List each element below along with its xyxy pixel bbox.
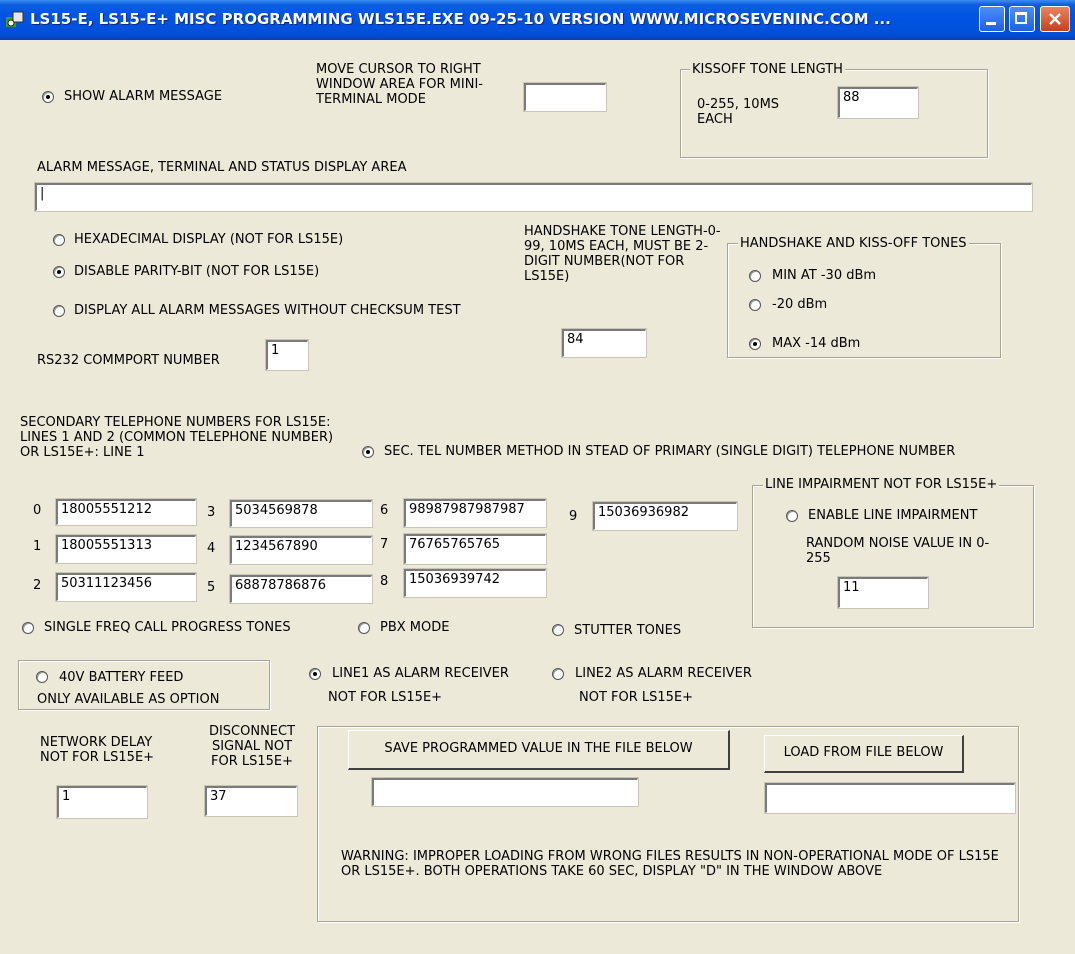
warning-text: WARNING: IMPROPER LOADING FROM WRONG FILES RESULTS IN NON-OPERATIONAL MODE OF LS15E OR LS15E+. BOTH OPERATIONS TAKE 60 SEC, DISPLAY "D" IN THE WINDOW ABOVE (341, 849, 999, 879)
battery-feed-sub: ONLY AVAILABLE AS OPTION (37, 692, 220, 707)
tel-number-2-input[interactable]: 50311123456 (56, 573, 196, 601)
handshake-tone-input[interactable]: 84 (562, 329, 646, 357)
handshake-tones-group (727, 243, 1001, 358)
digit-label-6: 6 (380, 503, 389, 518)
digit-label-1: 1 (33, 539, 42, 554)
minimize-button[interactable] (979, 6, 1005, 32)
display-all-label: DISPLAY ALL ALARM MESSAGES WITHOUT CHECKSUM TEST (74, 303, 461, 318)
alarm-message-display[interactable]: | (35, 183, 1032, 211)
line2-receiver-label: LINE2 AS ALARM RECEIVER (575, 666, 752, 681)
disconnect-signal-label: DISCONNECT SIGNAL NOT FOR LS15E+ (208, 724, 296, 769)
tel-number-5-input[interactable]: 68878786876 (230, 575, 372, 603)
max-14dbm-radio[interactable] (749, 338, 761, 350)
stutter-tones-label: STUTTER TONES (574, 623, 682, 638)
move-cursor-text: MOVE CURSOR TO RIGHT WINDOW AREA FOR MINI-TERMINAL MODE (316, 62, 483, 107)
save-to-file-button[interactable]: SAVE PROGRAMMED VALUE IN THE FILE BELOW (348, 730, 730, 770)
tel-number-0-input[interactable]: 18005551212 (56, 499, 196, 525)
tel-number-6-input[interactable]: 98987987987987 (404, 499, 546, 527)
load-from-file-button[interactable]: LOAD FROM FILE BELOW (764, 735, 964, 773)
digit-label-9: 9 (569, 509, 578, 524)
kissoff-tone-input[interactable]: 88 (838, 87, 918, 118)
line2-receiver-radio[interactable] (552, 668, 564, 680)
minus-20dbm-label: -20 dBm (772, 297, 828, 312)
close-icon (1047, 11, 1063, 27)
pbx-mode-label: PBX MODE (380, 620, 450, 635)
digit-label-0: 0 (33, 503, 42, 518)
line1-receiver-label: LINE1 AS ALARM RECEIVER (332, 666, 509, 681)
line1-receiver-radio[interactable] (309, 668, 321, 680)
battery-feed-radio[interactable] (36, 671, 48, 683)
tel-number-4-input[interactable]: 1234567890 (230, 536, 372, 564)
single-freq-label: SINGLE FREQ CALL PROGRESS TONES (44, 620, 291, 635)
rs232-label: RS232 COMMPORT NUMBER (37, 353, 220, 368)
battery-feed-label: 40V BATTERY FEED (59, 670, 184, 685)
tel-number-3-input[interactable]: 5034569878 (230, 500, 372, 527)
app-icon (4, 9, 26, 31)
line-impairment-group-label: LINE IMPAIRMENT NOT FOR LS15E+ (765, 477, 998, 492)
noise-value-label: RANDOM NOISE VALUE IN 0-255 (806, 536, 990, 566)
maximize-icon (1015, 12, 1027, 24)
line1-receiver-sub: NOT FOR LS15E+ (328, 690, 443, 705)
sec-tel-method-label: SEC. TEL NUMBER METHOD IN STEAD OF PRIMARY (SINGLE DIGIT) TELEPHONE NUMBER (384, 444, 956, 459)
stutter-tones-radio[interactable] (552, 624, 564, 636)
mini-terminal-input[interactable] (524, 83, 606, 111)
rs232-commport-input[interactable]: 1 (266, 340, 308, 370)
minimize-icon (986, 22, 996, 25)
noise-value-input[interactable]: 11 (838, 577, 928, 608)
pbx-mode-radio[interactable] (358, 622, 370, 634)
tel-number-7-input[interactable]: 76765765765 (404, 534, 546, 564)
window-title: LS15-E, LS15-E+ MISC PROGRAMMING WLS15E.EXE 09-25-10 VERSION WWW.MICROSEVENINC.COM ... (30, 10, 891, 28)
min-30dbm-label: MIN AT -30 dBm (772, 268, 877, 283)
save-file-path-input[interactable] (372, 778, 638, 806)
network-delay-input[interactable]: 1 (57, 786, 147, 818)
single-freq-radio[interactable] (22, 622, 34, 634)
tel-number-8-input[interactable]: 15036939742 (404, 569, 546, 597)
title-bar[interactable] (0, 0, 1075, 40)
close-button[interactable] (1040, 6, 1070, 32)
maximize-button[interactable] (1009, 6, 1035, 32)
network-delay-label: NETWORK DELAY NOT FOR LS15E+ (40, 735, 155, 765)
hex-display-radio[interactable] (53, 234, 65, 246)
handshake-desc: HANDSHAKE TONE LENGTH-0-99, 10MS EACH, MUST BE 2-DIGIT NUMBER(NOT FOR LS15E) (524, 224, 721, 284)
display-area-label: ALARM MESSAGE, TERMINAL AND STATUS DISPLAY AREA (37, 160, 407, 175)
enable-impairment-radio[interactable] (786, 510, 798, 522)
line2-receiver-sub: NOT FOR LS15E+ (579, 690, 694, 705)
sec-tel-method-radio[interactable] (362, 446, 374, 458)
kissoff-desc: 0-255, 10MS EACH (697, 97, 780, 127)
minus-20dbm-radio[interactable] (749, 299, 761, 311)
show-alarm-message-label: SHOW ALARM MESSAGE (64, 89, 223, 104)
digit-label-2: 2 (33, 578, 42, 593)
show-alarm-message-radio[interactable] (42, 91, 54, 103)
digit-label-5: 5 (207, 580, 216, 595)
handshake-group-label: HANDSHAKE AND KISS-OFF TONES (740, 236, 967, 251)
hex-display-label: HEXADECIMAL DISPLAY (NOT FOR LS15E) (74, 232, 344, 247)
tel-number-1-input[interactable]: 18005551313 (56, 535, 196, 563)
kissoff-group-label: KISSOFF TONE LENGTH (692, 62, 843, 77)
digit-label-4: 4 (207, 541, 216, 556)
enable-impairment-label: ENABLE LINE IMPAIRMENT (808, 508, 978, 523)
max-14dbm-label: MAX -14 dBm (772, 336, 861, 351)
disable-parity-label: DISABLE PARITY-BIT (NOT FOR LS15E) (74, 264, 320, 279)
digit-label-3: 3 (207, 505, 216, 520)
display-all-radio[interactable] (53, 305, 65, 317)
disable-parity-radio[interactable] (53, 266, 65, 278)
disconnect-signal-input[interactable]: 37 (205, 786, 297, 816)
tel-number-9-input[interactable]: 15036936982 (593, 502, 737, 530)
secondary-desc: SECONDARY TELEPHONE NUMBERS FOR LS15E: LINES 1 AND 2 (COMMON TELEPHONE NUMBER) OR LS15E+: LINE 1 (20, 415, 334, 460)
load-file-path-input[interactable] (765, 783, 1015, 813)
digit-label-8: 8 (380, 574, 389, 589)
digit-label-7: 7 (380, 537, 389, 552)
min-30dbm-radio[interactable] (749, 270, 761, 282)
